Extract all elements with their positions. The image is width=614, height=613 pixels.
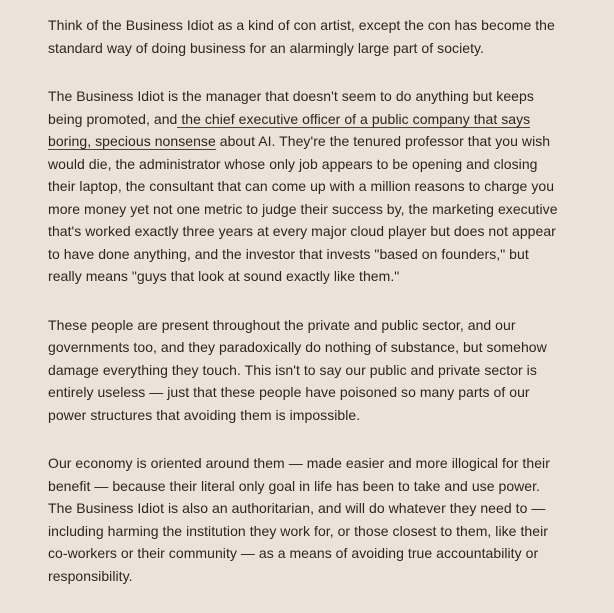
ceo-nonsense-link[interactable]: the chief executive officer of a public company that says boring, specious nonsense [48,110,531,149]
paragraph-2 [48,85,560,288]
paragraph-3: These people are present throughout the private and public sector, and our governments too, and they paradoxically do nothing of substance, but somehow damage everything they touch. This isn't to say our public and private sector is entirely useless — just that these people have poisoned so many parts of our power structures that avoiding them is impossible. [48,316,547,423]
paragraph-4: Our economy is oriented around them — made easier and more illogical for their benefit — because their literal only goal in life has been to take and use power. The Business Idiot is also an authoritarian, and will do whatever they need to — including harming the institution they work for, or those closest to them, like their co-workers or their community — as a means of avoiding true accountability or responsibility. [48,455,550,584]
paragraph-2-text-before: The Business Idiot is the manager that doesn't seem to do anything but keeps being promoted, and [48,88,534,127]
article-body [48,14,560,613]
paragraph-1: Think of the Business Idiot as a kind of con artist, except the con has become the standard way of doing business for an alarmingly large part of society. [48,17,555,56]
paragraph-2-text-after: about AI. They're the tenured professor that you wish would die, the administrator whose only job appears to be opening and closing their laptop, the consultant that can come up with a million reasons to charge you more money yet not one metric to judge their success by, the marketing executive that's worked exactly three years at every major cloud player but does not appear to have done anything, and the investor that invests "based on founders," but really means "guys that look at sound exactly like them." [48,133,558,284]
